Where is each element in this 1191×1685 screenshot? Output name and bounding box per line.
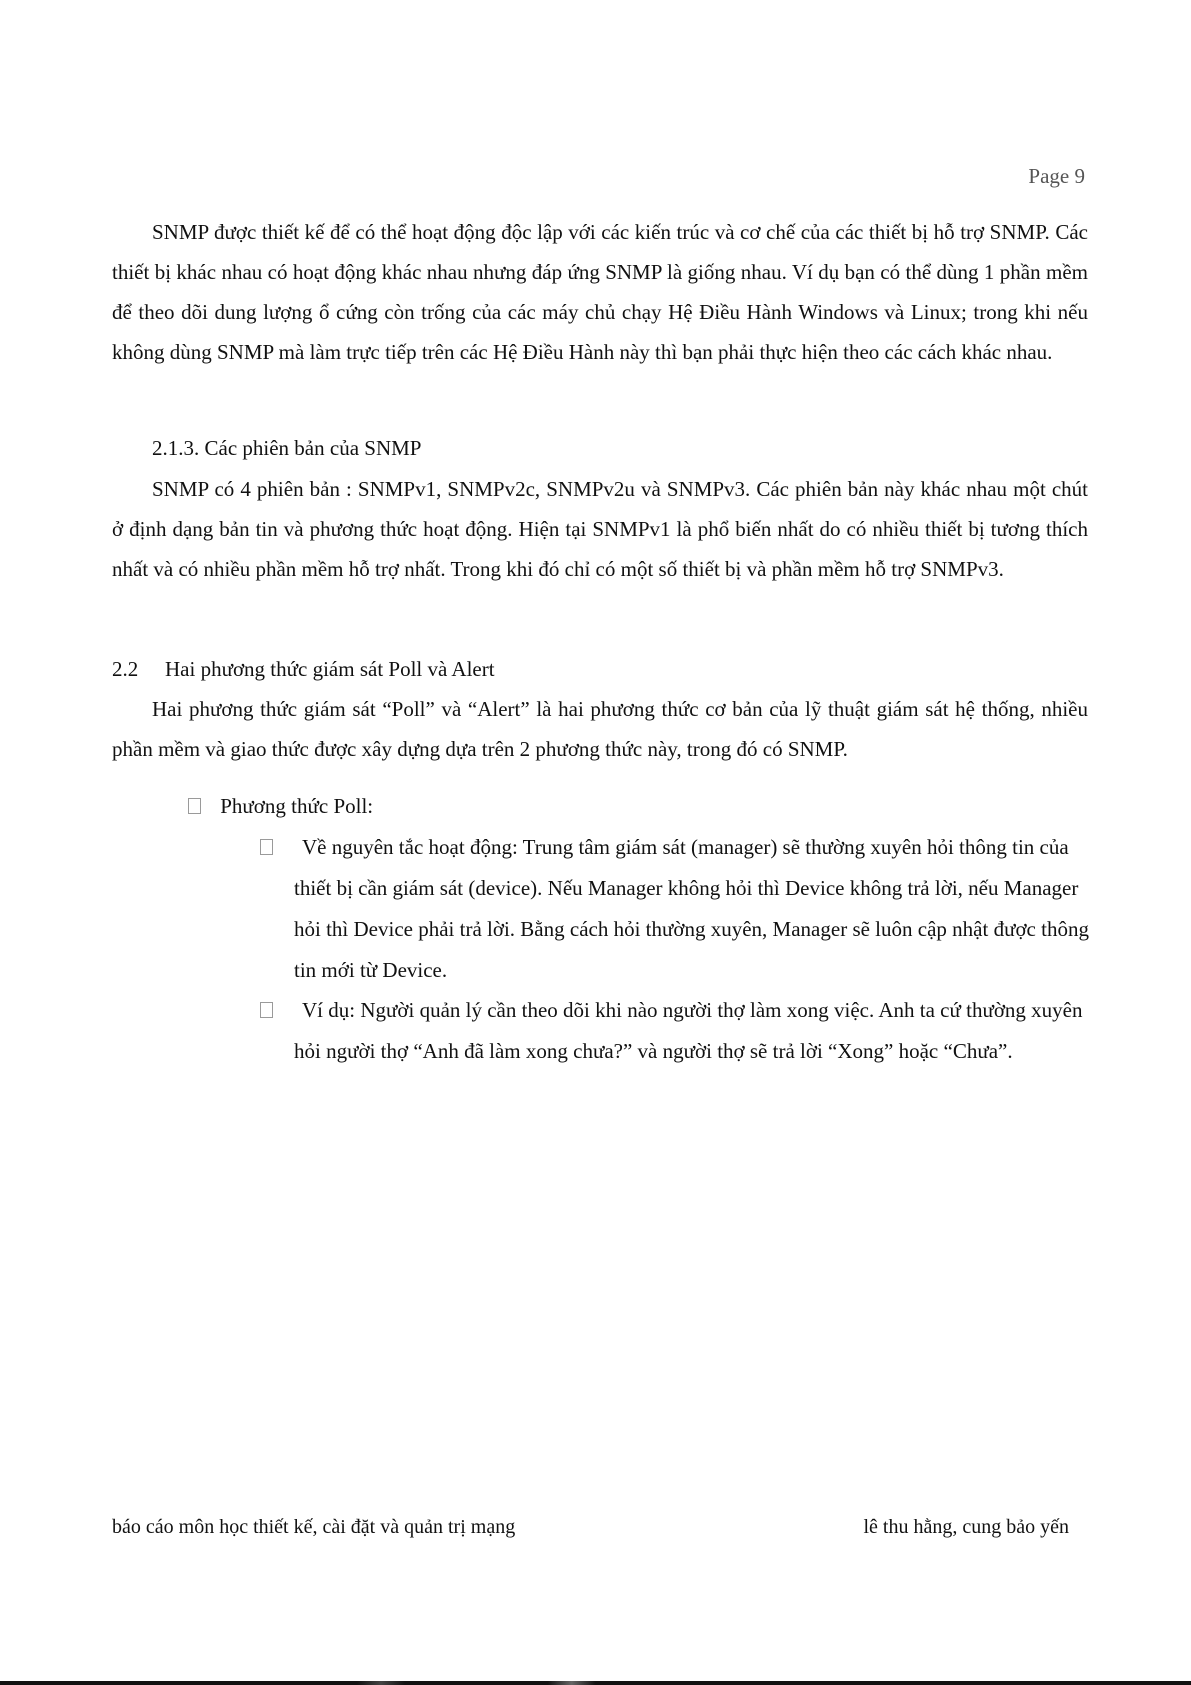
bullet-icon [188,798,201,814]
bullet-icon [260,839,273,855]
bottom-edge-rule [0,1681,1191,1685]
heading-2-2 [112,655,495,683]
heading-2-2-title: Hai phương thức giám sát Poll và Alert [165,657,495,681]
sub-bullet-wrap [260,827,273,868]
footer-left: báo cáo môn học thiết kế, cài đặt và quản trị mạng [112,1516,516,1538]
heading-2-2-number: 2.2 [112,657,139,681]
paragraph-snmp-versions [112,469,1088,589]
paragraph-poll-alert [112,689,1088,769]
heading-2-1-3: 2.1.3. Các phiên bản của SNMP [152,436,422,460]
list-item [260,990,1100,1072]
paragraph-poll-alert-text: Hai phương thức giám sát “Poll” và “Alert” là hai phương thức cơ bản của lỹ thuật giám sát hệ thống, nhiều phần mềm và giao thức được xây dựng dựa trên 2 phương thức này, trong đó có SNMP. [112,697,1088,761]
list-item-text: Về nguyên tắc hoạt động: Trung tâm giám sát (manager) sẽ thường xuyên hỏi thông tin của thiết bị cần giám sát (device). Nếu Manager không hỏi thì Device không trả lời, nếu Manager hỏi thì Device phải trả lời. Bằng cách hỏi thường xuyên, Manager sẽ luôn cập nhật được thông tin mới từ Device. [294,835,1089,982]
paragraph-snmp-versions-text: SNMP có 4 phiên bản : SNMPv1, SNMPv2c, SNMPv2u và SNMPv3. Các phiên bản này khác nhau một chút ở định dạng bản tin và phương thức hoạt động. Hiện tại SNMPv1 là phổ biến nhất do có nhiều thiết bị tương thích nhất và có nhiều phần mềm hỗ trợ nhất. Trong khi đó chỉ có một số thiết bị và phần mềm hỗ trợ SNMPv3. [112,477,1088,581]
page-number: Page 9 [1028,164,1085,188]
paragraph-snmp-design-text: SNMP được thiết kế để có thể hoạt động độc lập với các kiến trúc và cơ chế của các thiết bị hỗ trợ SNMP. Các thiết bị khác nhau có hoạt động khác nhau nhưng đáp ứng SNMP là giống nhau. Ví dụ bạn có thể dùng 1 phần mềm để theo dõi dung lượng ổ cứng còn trống của các máy chủ chạy Hệ Điều Hành Windows và Linux; trong khi nếu không dùng SNMP mà làm trực tiếp trên các Hệ Điều Hành này thì bạn phải thực hiện theo các cách khác nhau. [112,220,1088,364]
footer-right: lê thu hằng, cung bảo yến [863,1516,1069,1538]
list-item [260,827,1100,991]
paragraph-snmp-design [112,212,1088,372]
list-item-text: Ví dụ: Người quản lý cần theo dõi khi nào người thợ làm xong việc. Anh ta cứ thường xuyên hỏi người thợ “Anh đã làm xong chưa?” và người thợ sẽ trả lời “Xong” hoặc “Chưa”. [294,998,1083,1063]
sub-bullet-wrap [260,990,273,1031]
bullet-icon [260,1002,273,1018]
list-item-poll [188,786,373,826]
poll-label: Phương thức Poll: [220,794,374,818]
